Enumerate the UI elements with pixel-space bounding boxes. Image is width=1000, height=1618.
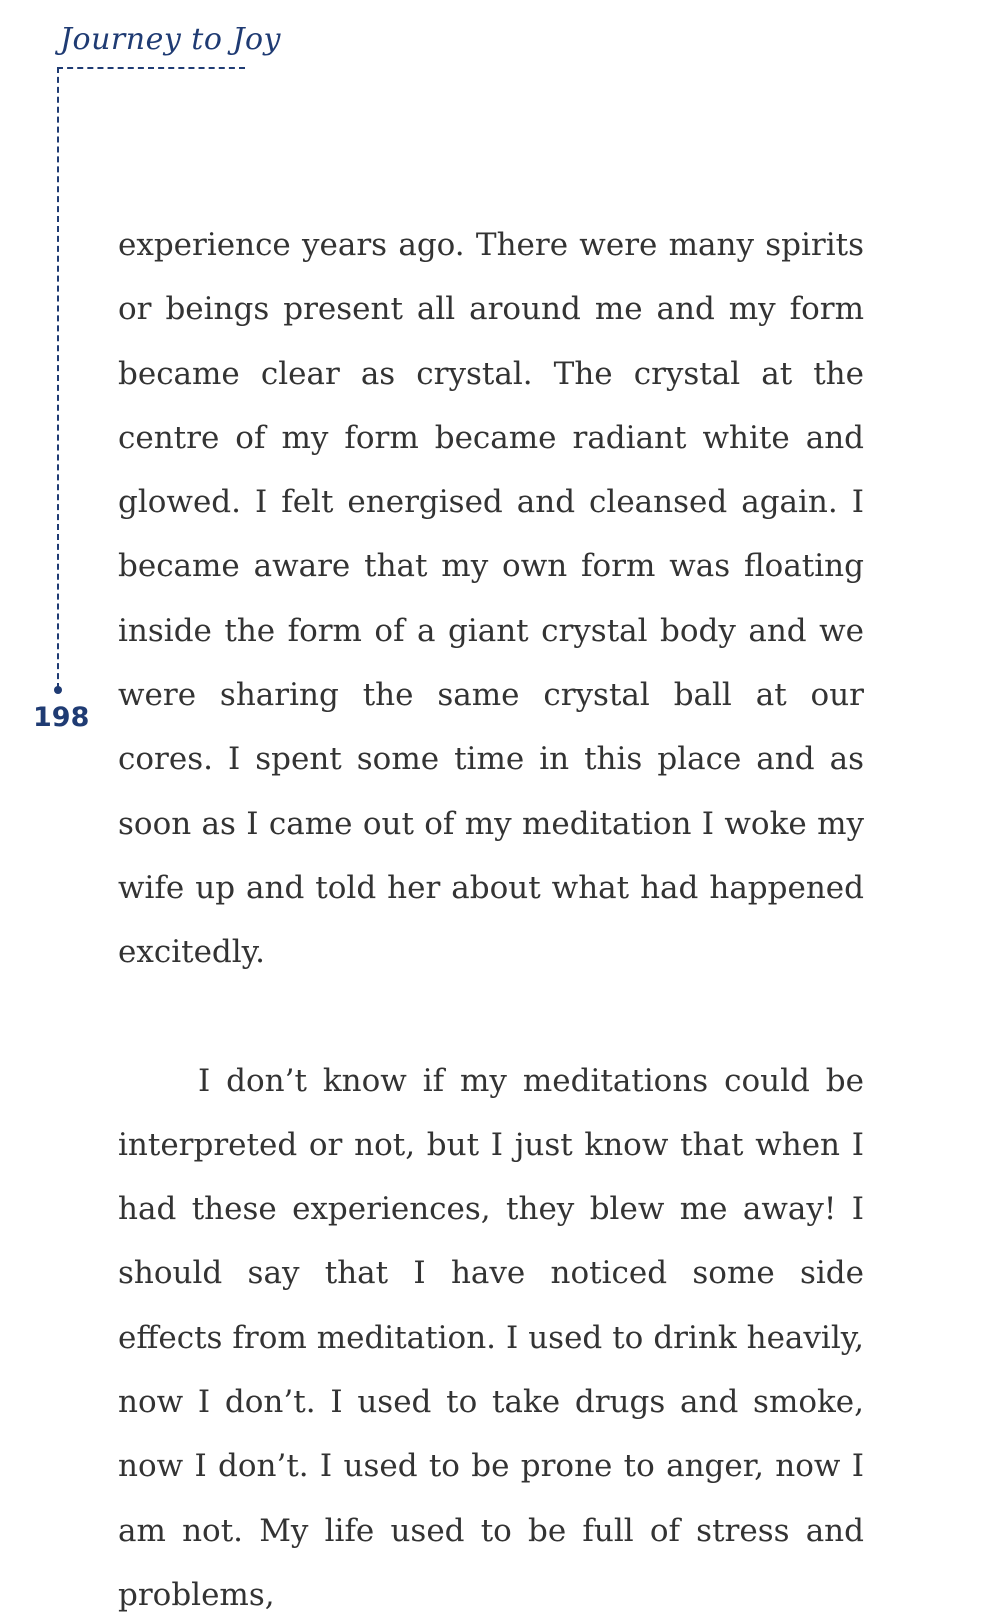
paragraph: I don’t know if my meditations could be interpreted or not, but I just know that when I had these experiences, they blew me away! I should say that I have noticed some side effects from meditation. I used to drink heavily, now I don’t. I used to take drugs and smoke, now I don’t. I used to be prone to anger, now I am not. My life used to be full of stress and problems, (118, 1062, 864, 1613)
page-number: 198 (33, 702, 90, 733)
body-text (118, 213, 864, 1618)
running-title: Journey to Joy (60, 22, 281, 57)
margin-dashed-rule (57, 67, 59, 689)
paragraph: experience years ago. There were many spirits or beings present all around me and my form became clear as crystal. The crystal at the centre of my form became radiant white and glowed. I felt energised and cleansed again. I became aware that my own form was floating inside the form of a giant crystal body and we were sharing the same crystal ball at our cores. I spent some time in this place and as soon as I came out of my meditation I woke my wife up and told her about what had happened excitedly. (118, 227, 864, 971)
title-dashed-rule (57, 67, 245, 69)
margin-rule-dot (54, 686, 62, 694)
